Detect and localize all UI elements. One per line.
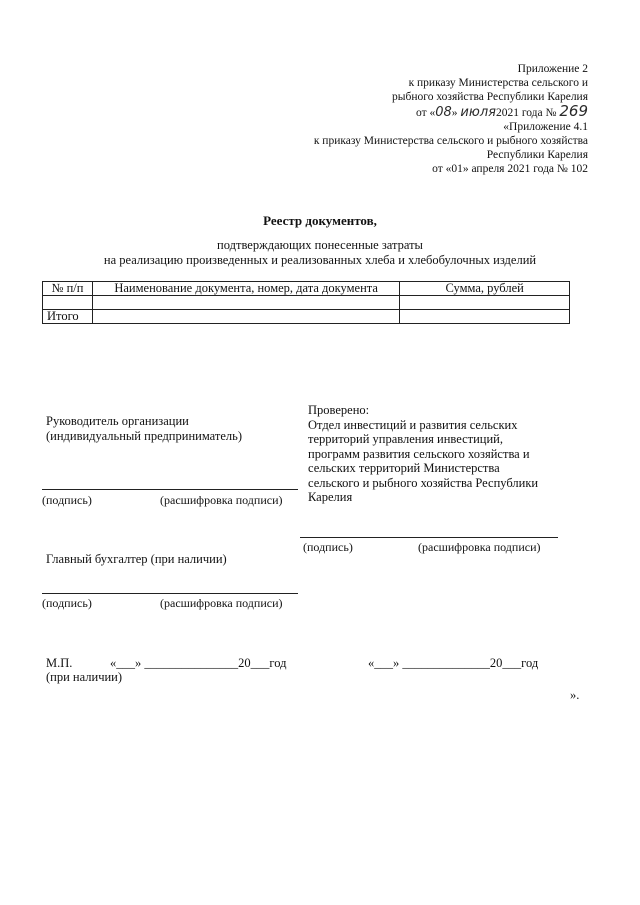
dept-line: программ развития сельского хозяйства и [308,446,530,461]
subtitle-line1: подтверждающих понесенные затраты [217,238,423,252]
handwritten-month: июля [460,105,496,120]
table-cell [92,296,399,310]
checked-label: Проверено: [308,403,370,417]
page-title: Реестр документов, [263,213,377,228]
date-field-right: «___» ______________20___год [368,656,539,670]
signature-label: (подпись) [303,540,353,554]
date-field-left: «___» _______________20___год [110,656,287,670]
signature-label: (подпись) [42,596,92,610]
signature-label: (подпись) [42,493,92,507]
header-line8: от «01» апреля 2021 года № 102 [432,163,588,175]
handwritten-number: 269 [559,102,588,120]
head-line2: (индивидуальный предприниматель) [46,428,242,443]
stamp-note: (при наличии) [46,670,123,684]
signature-decode-label: (расшифровка подписи) [160,493,283,507]
registry-table [42,281,570,324]
dept-line: сельских территорий Министерства [308,461,500,475]
total-label: Итого [43,310,93,324]
dept-line: Карелия [308,490,353,504]
signature-line [42,593,298,594]
dept-line: Отдел инвестиций и развития сельских [308,417,518,432]
header-line4-mid: » [451,107,458,119]
dept-line: сельского и рыбного хозяйства Республики [308,475,539,490]
header-line4-year: 2021 года № [495,107,557,119]
signature-line [42,489,298,490]
handwritten-day: 08 [435,105,452,120]
head-line1: Руководитель организации [46,414,189,428]
table-cell [92,310,399,324]
table-cell [400,310,570,324]
chief-accountant: Главный бухгалтер (при наличии) [46,552,227,566]
column-header-document: Наименование документа, номер, дата документа [92,282,399,296]
header-line6: к приказу Министерства сельского и рыбного хозяйства [313,135,588,147]
header-line5: «Приложение 4.1 [503,121,588,133]
head-of-organization [46,414,242,443]
header-line2: к приказу Министерства сельского и [408,77,588,89]
dept-line: территорий управления инвестиций, [308,432,503,446]
signature-decode-label: (расшифровка подписи) [418,540,541,554]
verification-block [308,403,538,505]
table-row [43,296,570,310]
header-block [314,62,588,176]
closing-mark: ». [570,688,580,702]
subtitle-line2: на реализацию произведенных и реализованных хлеба и хлебобулочных изделий [103,253,537,267]
signature-decode-label: (расшифровка подписи) [160,596,283,610]
table-cell [400,296,570,310]
header-line4 [314,104,588,120]
stamp-label: М.П. [46,656,73,670]
header-line3: рыбного хозяйства Республики Карелия [392,91,588,103]
header-line4-prefix: от « [416,107,436,119]
header-line7: Республики Карелия [486,149,588,161]
header-line1: Приложение 2 [517,63,588,75]
signature-line [300,537,558,538]
table-header-row [43,282,570,296]
column-header-sum: Сумма, рублей [400,282,570,296]
column-header-number: № п/п [43,282,93,296]
table-cell [43,296,93,310]
table-total-row [43,310,570,324]
